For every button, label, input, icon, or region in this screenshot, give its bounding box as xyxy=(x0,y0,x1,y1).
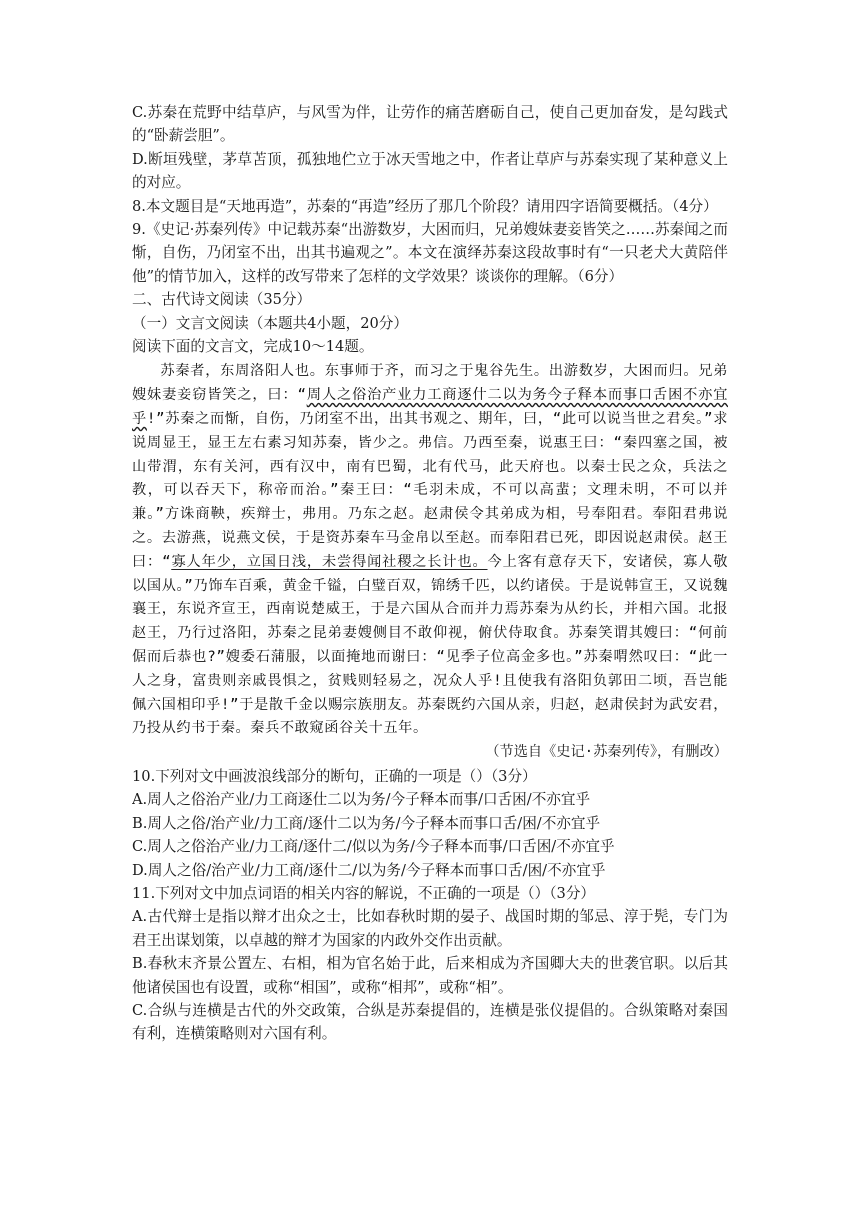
question-10-option-c: C.周人之俗治产业/力工商/逐什二/似以为务/今子释本而事/口舌困/不亦宜乎 xyxy=(132,838,615,856)
question-11-option-a: A.古代辩士是指以辩才出众之士，比如春秋时期的晏子、战国时期的邹忌、淳于髡，专门为君王出谋划策，以卓越的辩才为国家的内政外交作出贡献。 xyxy=(132,908,728,949)
question-10-option-d: D.周人之俗/治产业/力工商/逐什二/以为务/今子释本而事口舌/困/不亦宜乎 xyxy=(132,861,606,879)
option-c-q7: C.苏秦在荒野中结草庐，与风雪为伴，让劳作的痛苦磨砺自己，使自己更加奋发，是勾践式的“卧薪尝胆”。 xyxy=(132,104,728,145)
question-11-option-c: C.合纵与连横是古代的外交政策，合纵是苏秦提倡的，连横是张仪提倡的。合纵策略对秦国有利，连横策略则对六国有利。 xyxy=(132,1002,728,1043)
question-11-stem: 11.下列对文中加点词语的相关内容的解说，不正确的一项是（）（3分） xyxy=(132,885,596,903)
question-10-stem: 10.下列对文中画波浪线部分的断句，正确的一项是（）（3分） xyxy=(132,768,537,786)
page-content xyxy=(132,101,728,1046)
option-d-q7: D.断垣残壁，茅草苫顶，孤独地伫立于冰天雪地之中，作者让草庐与苏秦实现了某种意义上的对应。 xyxy=(132,150,728,192)
passage-part-2: !”苏秦之而惭，自伤，乃闭室不出，出其书观之、期年，曰，“此可以说当世之君矣。”求说周显王，显王左右素习知苏秦，皆少之。弗信。乃西至秦，说惠王曰：“秦四塞之国，被山带渭，东有关河，西有汉中，南有巴蜀，北有代马，此天府也。以秦士民之众，兵法之教，可以吞天下，称帝而治。”秦王曰：“毛羽未成，不可以高蜚；文理未明，不可以并兼。”方诛商鞅，疾辩士，弗用。乃东之赵。赵肃侯令其弟成为相，号奉阳君。奉阳君弗说之。去游燕，说燕文侯，于是资苏秦车马金帛以至赵。而奉阳君已死，即因说赵肃侯。赵王曰：“ xyxy=(132,411,728,570)
question-10-option-a: A.周人之俗治产业/力工商逐仕二以为务/今子释本而事/口舌困/不亦宜乎 xyxy=(132,791,591,809)
question-11-option-b: B.春秋末齐景公置左、右相，相为官名始于此，后来相成为齐国卿大夫的世袭官职。以后其他诸侯国也有设置，或称“相国”，或称“相邦”，或称“相”。 xyxy=(132,955,728,996)
question-9: 9.《史记·苏秦列传》中记载苏秦“出游数岁，大困而归，兄弟嫂妹妻妾皆笑之……苏秦闻之而惭，自伤，乃闭室不出，出其书遍观之”。本文在演绎苏秦这段故事时有“一只老犬大黄陪伴他”的情节加入，这样的改写带来了怎样的文学效果？谈谈你的理解。（6分） xyxy=(132,221,728,285)
classical-passage xyxy=(132,360,728,741)
question-8: 8.本文题目是“天地再造”，苏秦的“再造”经历了那几个阶段？请用四字语简要概括。（4分） xyxy=(132,197,718,215)
source-note: （节选自《史记·苏秦列传》，有删改） xyxy=(485,744,728,761)
subsection-heading: （一）文言文阅读（本题共4小题，20分） xyxy=(132,314,408,332)
wavy-underlined-text: 周人之俗治产业力工商逐什二以为务今子释本而事口舌困不亦宜乎 xyxy=(132,387,728,428)
reading-instruction: 阅读下面的文言文，完成10～14题。 xyxy=(132,338,374,356)
question-10-option-b: B.周人之俗/治产业/力工商/逐什二以为务/今子释本而事口舌/困/不亦宜乎 xyxy=(132,814,601,832)
passage-part-1: 苏秦者，东周洛阳人也。东事师于齐，而习之于鬼谷先生。出游数岁，大困而归。兄弟嫂妹妻妾窃皆笑之，曰：“ xyxy=(132,363,728,404)
section-heading: 二、古代诗文阅读（35分） xyxy=(132,291,312,309)
underlined-text: 寡人年少，立国日浅，未尝得闻社稷之长计也。 xyxy=(171,553,488,570)
passage-part-3: 今上客有意存天下，安诸侯，寡人敬以国从。”乃饰车百乘，黄金千镒，白璧百双，锦绣千匹，以约诸侯。于是说韩宣王，又说魏襄王，东说齐宣王，西南说楚威王，于是六国从合而并力焉苏秦为从约长，并相六国。北报赵王，乃行过洛阳，苏秦之昆弟妻嫂侧目不敢仰视，俯伏侍取食。苏秦笑谓其嫂曰：“何前倨而后恭也?”嫂委石蒲服，以面掩地而谢曰：“见季子位高金多也。”苏秦喟然叹曰：“此一人之身，富贵则亲戚畏惧之，贫贱则轻易之，况众人乎!且使我有洛阳负郭田二顷，吾岂能佩六国相印乎!”于是散千金以赐宗族朋友。苏秦既约六国从亲，归赵，赵肃侯封为武安君，乃投从约书于秦。秦兵不敢窥函谷关十五年。 xyxy=(132,553,729,737)
